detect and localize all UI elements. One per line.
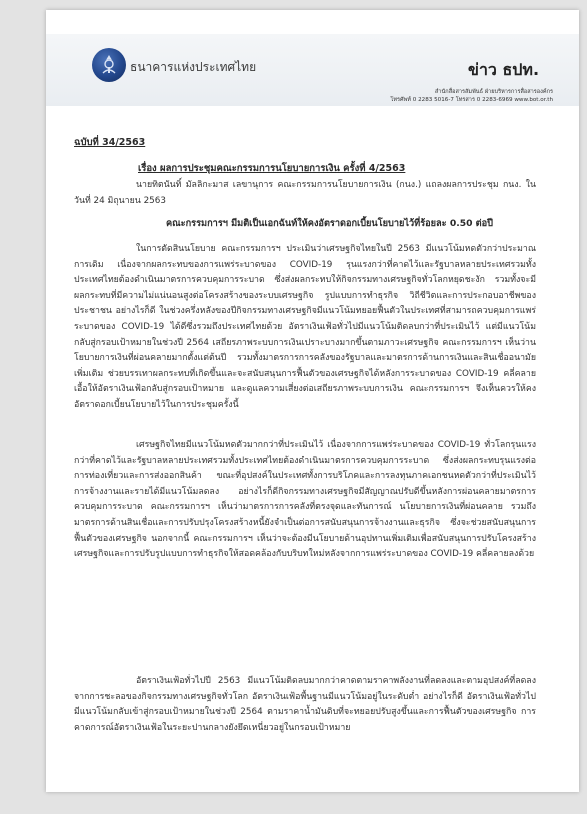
body-paragraph: อัตราเงินเฟ้อทั่วไปปี 2563 มีแนวโน้มติดลบมากกว่าคาดตามราคาพลังงานที่ลดลงและตามอุปสงค์ที่ลดลงจากการชะลอของกิจกรรมทางเศรษฐกิจทั่วโลก อัตราเงินเฟ้อพื้นฐานมีแนวโน้มอยู่ในระดับต่ำ อย่างไรก็ดี อัตราเงินเฟ้อทั่วไปมีแนวโน้มกลับเข้าสู่กรอบเป้าหมายในช่วงปี 2564 ตามราคาน้ำมันดิบที่จะทยอยปรับสูงขึ้นและการฟื้นตัวของเศรษฐกิจ การคาดการณ์อัตราเงินเฟ้อในระยะปานกลางยังยึดเหนี่ยวอยู่ในกรอบเป้าหมาย xyxy=(74,676,536,733)
contact-department: สำนักสื่อสารสัมพันธ์ ฝ่ายบริหารการสื่อสารองค์กร xyxy=(434,89,553,95)
subject-line: เรื่อง ผลการประชุมคณะกรรมการนโยบายการเงิน ครั้งที่ 4/2563 xyxy=(138,163,406,174)
body-paragraph: เศรษฐกิจไทยมีแนวโน้มหดตัวมากกว่าที่ประเมินไว้ เนื่องจากการแพร่ระบาดของ COVID-19 ทั่วโลกรุนแรงกว่าที่คาดไว้และรัฐบาลหลายประเทศรวมทั้งประเทศไทยต้องดำเนินมาตรการควบคุมการระบาด ซึ่งส่งผลกระทบรุนแรงต่อการท่องเที่ยวและการส่งออกสินค้า ขณะที่อุปสงค์ในประเทศทั้งการบริโภคและการลงทุนภาคเอกชนหดตัวกว่าที่ประเมินไว้ การจ้างงานและรายได้มีแนวโน้มลดลง อย่างไรก็ดีกิจกรรมทางเศรษฐกิจมีสัญญาณปรับดีขึ้นหลังการผ่อนคลายมาตรการควบคุมการระบาด คณะกรรมการฯ เห็นว่ามาตรการการคลังที่ตรงจุดและทันการณ์ นโยบายการเงินที่ผ่อนคลาย รวมถึงมาตรการด้านสินเชื่อและการปรับปรุงโครงสร้างหนี้ยังจำเป็นต่อการสนับสนุนการจ้างงานและธุรกิจ ซึ่งจะช่วยสนับสนุนการฟื้นตัวของเศรษฐกิจ นอกจากนี้ คณะกรรมการฯ เห็นว่าจะต้องมีนโยบายด้านอุปทานเพิ่มเติมเพื่อสนับสนุนการปรับโครงสร้างเศรษฐกิจและการปรับรูปแบบการทำธุรกิจให้สอดคล้องกับบริบทใหม่หลังจากการแพร่ระบาดของ COVID-19 คลี่คลายลงด้วย xyxy=(74,440,536,560)
decision-headline: คณะกรรมการฯ มีมติเป็นเอกฉันท์ให้คงอัตราดอกเบี้ยนโยบายไว้ที่ร้อยละ 0.50 ต่อปี xyxy=(166,218,493,229)
contact-phone-web: โทรศัพท์ 0 2283 5016-7 โทรสาร 0 2283-6969 www.bot.or.th xyxy=(390,97,553,103)
document-page xyxy=(46,10,579,792)
body-paragraph: ในการตัดสินนโยบาย คณะกรรมการฯ ประเมินว่าเศรษฐกิจไทยในปี 2563 มีแนวโน้มหดตัวกว่าประมาณการเดิม เนื่องจากผลกระทบของการแพร่ระบาดของ COVID-19 รุนแรงกว่าที่คาดไว้และรัฐบาลหลายประเทศรวมทั้งประเทศไทยต้องดำเนินมาตรการควบคุมการระบาด ซึ่งส่งผลกระทบให้กิจกรรมทางเศรษฐกิจทั่วโลกหยุดชะงัก รวมทั้งจะมีผลกระทบที่มีความไม่แน่นอนสูงต่อโครงสร้างของระบบเศรษฐกิจ รูปแบบการทำธุรกิจ วิถีชีวิตและการประกอบอาชีพของประชาชน อย่างไรก็ดี ในช่วงครึ่งหลังของปีกิจกรรมทางเศรษฐกิจมีแนวโน้มทยอยฟื้นตัวในประเทศที่สามารถควบคุมการแพร่ระบาดของ COVID-19 ได้ดีซึ่งรวมถึงประเทศไทยด้วย อัตราเงินเฟ้อทั่วไปมีแนวโน้มติดลบกว่าที่ประเมินไว้ แต่มีแนวโน้มกลับสู่กรอบเป้าหมายในช่วงปี 2564 เสถียรภาพระบบการเงินเปราะบางมากขึ้นตามภาวะเศรษฐกิจ คณะกรรมการฯ เห็นว่านโยบายการเงินที่ผ่อนคลายมากตั้งแต่ต้นปี รวมทั้งมาตรการการคลังของรัฐบาลและมาตรการด้านการเงินและสินเชื่ออนามัยเพิ่มเติม ช่วยบรรเทาผลกระทบที่เกิดขึ้นและจะสนับสนุนการฟื้นตัวของเศรษฐกิจได้หลังการระบาดของ COVID-19 คลี่คลาย เอื้อให้อัตราเงินเฟ้อกลับสู่กรอบเป้าหมาย และดูแลความเสี่ยงต่อเสถียรภาพระบบการเงิน คณะกรรมการฯ จึงเห็นควรให้คงอัตราดอกเบี้ยนโยบายไว้ในการประชุมครั้งนี้ xyxy=(74,244,536,410)
issue-number: ฉบับที่ 34/2563 xyxy=(74,137,146,148)
bank-name: ธนาคารแห่งประเทศไทย xyxy=(130,60,257,74)
intro-paragraph: นายทิตนันทิ์ มัลลิกะมาส เลขานุการ คณะกรรมการนโยบายการเงิน (กนง.) แถลงผลการประชุม กนง. ในวันที่ 24 มิถุนายน 2563 xyxy=(74,180,536,206)
bank-emblem-icon xyxy=(92,48,126,82)
news-title: ข่าว ธปท. xyxy=(468,60,540,79)
